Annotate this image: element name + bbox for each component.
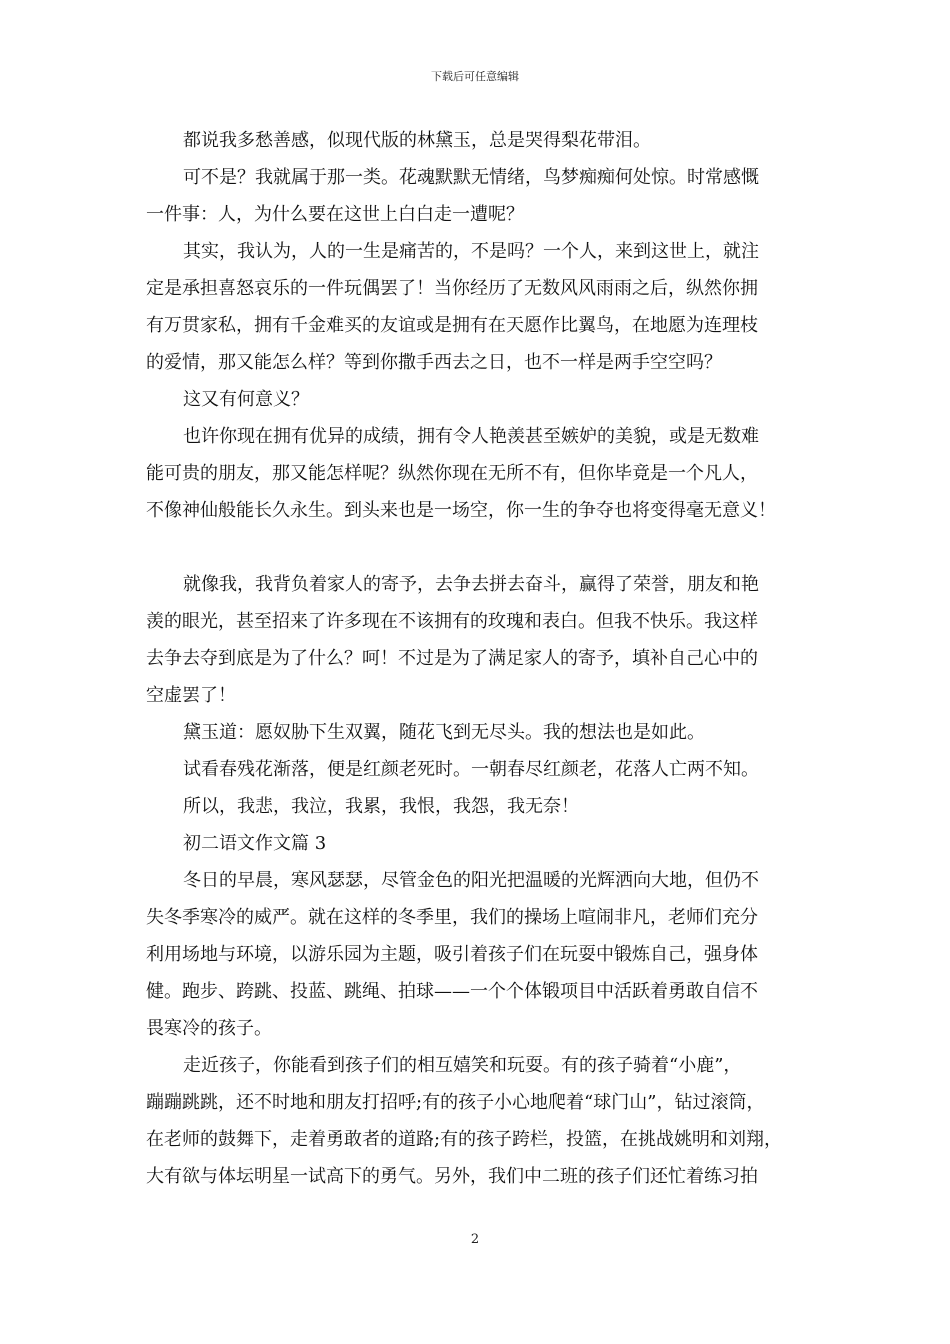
paragraph-line: 大有欲与体坛明星一试高下的勇气。另外，我们中二班的孩子们还忙着练习拍 [146,1166,758,1187]
document-body [146,122,808,1195]
paragraph-line: 走近孩子，你能看到孩子们的相互嬉笑和玩耍。有的孩子骑着“小鹿”， [183,1055,742,1076]
paragraph-line: 在老师的鼓舞下，走着勇敢者的道路;有的孩子跨栏，投篮，在挑战姚明和刘翔， [146,1129,783,1150]
paragraph-line: 就像我，我背负着家人的寄予，去争去拼去奋斗，赢得了荣誉，朋友和艳 [183,574,759,595]
paragraph-line: 畏寒冷的孩子。 [146,1018,272,1039]
paragraph-line: 利用场地与环境，以游乐园为主题，吸引着孩子们在玩耍中锻炼自己，强身体 [146,944,758,965]
paragraph-line: 也许你现在拥有优异的成绩，拥有令人艳羡甚至嫉妒的美貌，或是无数难 [183,426,759,447]
paragraph-line: 羡的眼光，甚至招来了许多现在不该拥有的玫瑰和表白。但我不快乐。我这样 [146,611,758,632]
paragraph-line: 能可贵的朋友，那又能怎样呢？纵然你现在无所不有，但你毕竟是一个凡人， [146,463,758,484]
paragraph-line: 黛玉道：愿奴胁下生双翼，随花飞到无尽头。我的想法也是如此。 [183,722,705,743]
paragraph-line: 有万贯家私，拥有千金难买的友谊或是拥有在天愿作比翼鸟，在地愿为连理枝 [146,315,758,336]
paragraph-line: 定是承担喜怒哀乐的一件玩偶罢了！当你经历了无数风风雨雨之后，纵然你拥 [146,278,758,299]
page-header: 下载后可任意编辑 [431,70,519,83]
paragraph-line: 蹦蹦跳跳，还不时地和朋友打招呼;有的孩子小心地爬着“球门山”，钻过滚筒， [146,1092,765,1113]
paragraph-line: 这又有何意义？ [183,389,309,410]
paragraph-line: 所以，我悲，我泣，我累，我恨，我怨，我无奈！ [183,796,579,817]
paragraph-line: 试看春残花渐落，便是红颜老死时。一朝春尽红颜老，花落人亡两不知。 [183,759,759,780]
paragraph-line: 一件事：人，为什么要在这世上白白走一遭呢？ [146,204,524,225]
paragraph-line: 健。跑步、跨跳、投蓝、跳绳、拍球——一个个体锻项目中活跃着勇敢自信不 [146,981,758,1002]
blank-line [146,529,808,566]
paragraph-line: 失冬季寒冷的威严。就在这样的冬季里，我们的操场上喧闹非凡，老师们充分 [146,907,758,928]
paragraph-line: 冬日的早晨，寒风瑟瑟，尽管金色的阳光把温暖的光辉洒向大地，但仍不 [183,870,759,891]
paragraph-line: 不像神仙般能长久永生。到头来也是一场空，你一生的争夺也将变得毫无意义！ [146,500,776,521]
paragraph-line: 可不是？我就属于那一类。花魂默默无情绪，鸟梦痴痴何处惊。时常感慨 [183,167,759,188]
paragraph-line: 的爱情，那又能怎么样？等到你撒手西去之日，也不一样是两手空空吗？ [146,352,722,373]
paragraph-line: 都说我多愁善感，似现代版的林黛玉，总是哭得梨花带泪。 [183,130,651,151]
paragraph-line: 其实，我认为，人的一生是痛苦的，不是吗？一个人，来到这世上，就注 [183,241,759,262]
paragraph-line: 空虚罢了！ [146,685,236,706]
paragraph-line: 去争去夺到底是为了什么？呵！不过是为了满足家人的寄予，填补自己心中的 [146,648,758,669]
page-number: 2 [470,1232,480,1247]
section-heading: 初二语文作文篇 3 [183,833,327,854]
